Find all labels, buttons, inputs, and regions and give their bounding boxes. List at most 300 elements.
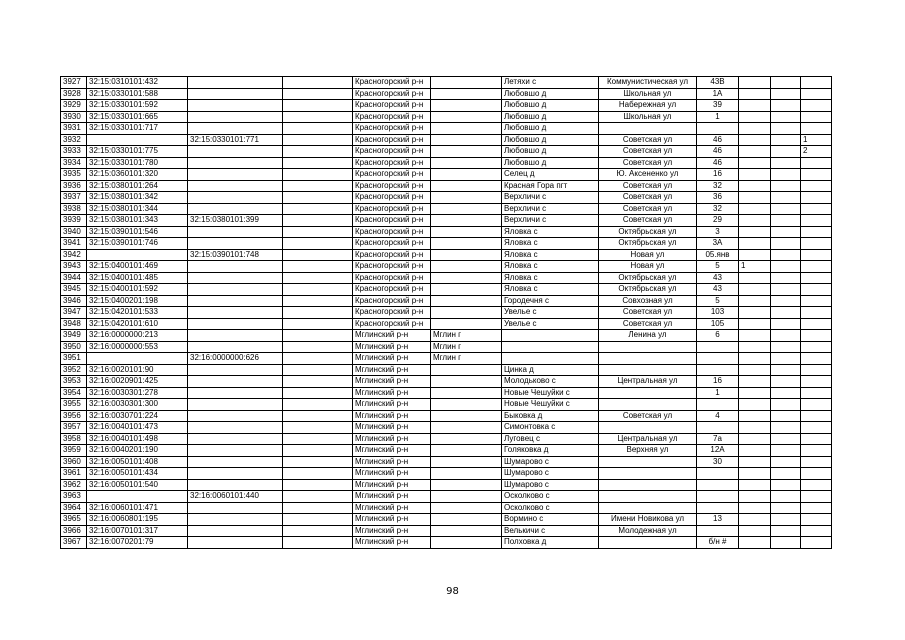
table-cell: [697, 364, 739, 376]
table-cell: [188, 341, 283, 353]
table-row: [61, 238, 832, 250]
table-cell: [801, 284, 832, 296]
table-cell: Красногорский р-н: [353, 215, 431, 227]
table-cell: [283, 514, 353, 526]
table-cell: [801, 468, 832, 480]
table-cell: [801, 353, 832, 365]
table-cell: Городечня с: [502, 295, 599, 307]
table-cell: Молодьково с: [502, 376, 599, 388]
table-cell: 16: [697, 376, 739, 388]
table-row: [61, 491, 832, 503]
table-cell: [283, 192, 353, 204]
table-cell: 32:15:0330101:775: [87, 146, 188, 158]
table-cell: Верхличи с: [502, 215, 599, 227]
table-row: [61, 134, 832, 146]
table-cell: [431, 169, 502, 181]
table-row: [61, 284, 832, 296]
table-cell: 3967: [61, 537, 87, 549]
table-cell: Луговец с: [502, 433, 599, 445]
table-cell: 32:16:0060101:471: [87, 502, 188, 514]
table-cell: [801, 261, 832, 273]
table-cell: 3927: [61, 77, 87, 89]
table-row: [61, 537, 832, 549]
table-cell: [771, 123, 801, 135]
table-cell: Мглинский р-н: [353, 341, 431, 353]
table-cell: 32:16:0050101:540: [87, 479, 188, 491]
table-cell: 3А: [697, 238, 739, 250]
table-row: [61, 157, 832, 169]
table-cell: Новые Чешуйки с: [502, 387, 599, 399]
table-cell: [188, 514, 283, 526]
table-cell: [771, 111, 801, 123]
table-cell: [697, 468, 739, 480]
table-cell: 32:16:0000000:553: [87, 341, 188, 353]
table-cell: [771, 387, 801, 399]
table-cell: [188, 468, 283, 480]
table-cell: Красногорский р-н: [353, 77, 431, 89]
table-cell: [188, 537, 283, 549]
table-cell: [188, 295, 283, 307]
table-cell: Мглинский р-н: [353, 353, 431, 365]
table-cell: [431, 491, 502, 503]
table-cell: 3947: [61, 307, 87, 319]
table-cell: [771, 169, 801, 181]
table-row: [61, 169, 832, 181]
table-cell: Яловка с: [502, 261, 599, 273]
table-row: [61, 341, 832, 353]
table-cell: Красногорский р-н: [353, 261, 431, 273]
table-cell: 7а: [697, 433, 739, 445]
table-cell: Красногорский р-н: [353, 146, 431, 158]
table-cell: 32:15:0420101:533: [87, 307, 188, 319]
table-cell: [599, 502, 697, 514]
table-cell: [801, 341, 832, 353]
table-cell: [801, 456, 832, 468]
table-cell: Мглинский р-н: [353, 491, 431, 503]
table-cell: [801, 203, 832, 215]
table-cell: Мглинский р-н: [353, 399, 431, 411]
table-cell: [771, 249, 801, 261]
table-cell: [431, 134, 502, 146]
table-cell: [431, 215, 502, 227]
table-cell: Осколково с: [502, 491, 599, 503]
table-row: [61, 88, 832, 100]
table-cell: Советская ул: [599, 410, 697, 422]
table-cell: [599, 422, 697, 434]
table-cell: 3961: [61, 468, 87, 480]
table-row: [61, 203, 832, 215]
table-row: [61, 180, 832, 192]
table-cell: 32:15:0380101:343: [87, 215, 188, 227]
table-cell: [771, 456, 801, 468]
table-cell: [431, 295, 502, 307]
table-cell: Увелье с: [502, 307, 599, 319]
table-cell: [431, 284, 502, 296]
table-cell: [771, 238, 801, 250]
table-cell: Школьная ул: [599, 88, 697, 100]
table-row: [61, 387, 832, 399]
table-cell: 32:16:0060101:440: [188, 491, 283, 503]
table-cell: [431, 77, 502, 89]
table-cell: Голяковка д: [502, 445, 599, 457]
table-cell: [188, 77, 283, 89]
table-cell: б/н #: [697, 537, 739, 549]
table-cell: [801, 226, 832, 238]
table-cell: Молодежная ул: [599, 525, 697, 537]
table-cell: 1А: [697, 88, 739, 100]
table-cell: 3937: [61, 192, 87, 204]
table-cell: [801, 445, 832, 457]
table-cell: [188, 364, 283, 376]
table-cell: [599, 456, 697, 468]
table-row: [61, 261, 832, 273]
table-cell: Советская ул: [599, 203, 697, 215]
table-cell: 46: [697, 146, 739, 158]
table-cell: 3965: [61, 514, 87, 526]
table-cell: [801, 525, 832, 537]
table-cell: [739, 445, 771, 457]
table-cell: [771, 284, 801, 296]
table-cell: 1: [697, 387, 739, 399]
table-cell: [739, 192, 771, 204]
table-cell: [801, 502, 832, 514]
table-cell: Советская ул: [599, 146, 697, 158]
table-cell: 32:15:0400101:469: [87, 261, 188, 273]
table-cell: [283, 502, 353, 514]
table-cell: [697, 353, 739, 365]
table-cell: [188, 525, 283, 537]
table-cell: 32:15:0330101:717: [87, 123, 188, 135]
table-cell: 3951: [61, 353, 87, 365]
table-cell: Красногорский р-н: [353, 111, 431, 123]
table-cell: Мглинский р-н: [353, 433, 431, 445]
table-cell: 3936: [61, 180, 87, 192]
table-cell: [431, 410, 502, 422]
table-cell: 12А: [697, 445, 739, 457]
table-cell: 16: [697, 169, 739, 181]
table-cell: [771, 514, 801, 526]
table-cell: [188, 387, 283, 399]
table-cell: 3960: [61, 456, 87, 468]
table-cell: Октябрьская ул: [599, 272, 697, 284]
table-cell: [283, 295, 353, 307]
table-cell: Красногорский р-н: [353, 134, 431, 146]
table-cell: [771, 410, 801, 422]
table-cell: [801, 307, 832, 319]
table-cell: [771, 330, 801, 342]
table-cell: Мглинский р-н: [353, 422, 431, 434]
table-cell: Красная Гора пгт: [502, 180, 599, 192]
table-cell: [771, 192, 801, 204]
table-cell: [188, 410, 283, 422]
table-cell: [431, 525, 502, 537]
table-cell: Летяхи с: [502, 77, 599, 89]
table-cell: Коммунистическая ул: [599, 77, 697, 89]
table-cell: [739, 180, 771, 192]
table-cell: [771, 399, 801, 411]
table-cell: [431, 180, 502, 192]
table-cell: [801, 249, 832, 261]
table-cell: [283, 456, 353, 468]
table-cell: [188, 88, 283, 100]
table-row: [61, 422, 832, 434]
table-cell: 32:16:0040101:473: [87, 422, 188, 434]
table-cell: [801, 399, 832, 411]
table-cell: [431, 123, 502, 135]
table-cell: 43В: [697, 77, 739, 89]
table-cell: 3928: [61, 88, 87, 100]
table-row: [61, 410, 832, 422]
table-cell: [801, 238, 832, 250]
table-cell: [431, 111, 502, 123]
table-cell: [739, 272, 771, 284]
table-cell: Мглин г: [431, 353, 502, 365]
table-cell: [739, 330, 771, 342]
table-row: [61, 353, 832, 365]
table-cell: [801, 123, 832, 135]
table-cell: [771, 226, 801, 238]
table-cell: [87, 134, 188, 146]
table-cell: [188, 123, 283, 135]
table-cell: [739, 525, 771, 537]
table-cell: [188, 445, 283, 457]
table-cell: 39: [697, 100, 739, 112]
table-cell: [801, 192, 832, 204]
table-cell: [283, 146, 353, 158]
table-cell: [188, 203, 283, 215]
table-cell: [771, 468, 801, 480]
table-cell: 1: [697, 111, 739, 123]
table-cell: [739, 157, 771, 169]
table-cell: [283, 307, 353, 319]
table-cell: Октябрьская ул: [599, 226, 697, 238]
table-cell: 4: [697, 410, 739, 422]
table-cell: [188, 456, 283, 468]
table-cell: 32:16:0050101:408: [87, 456, 188, 468]
table-row: [61, 468, 832, 480]
table-cell: [188, 272, 283, 284]
page-number: 98: [446, 586, 459, 597]
table-cell: [739, 77, 771, 89]
table-cell: [697, 123, 739, 135]
table-cell: 32:15:0330101:665: [87, 111, 188, 123]
table-cell: Красногорский р-н: [353, 272, 431, 284]
table-cell: 3956: [61, 410, 87, 422]
table-row: [61, 364, 832, 376]
table-cell: [801, 318, 832, 330]
table-cell: [188, 422, 283, 434]
table-cell: 32:15:0390101:746: [87, 238, 188, 250]
table-cell: [502, 353, 599, 365]
table-cell: [697, 422, 739, 434]
table-cell: [283, 88, 353, 100]
table-cell: 3958: [61, 433, 87, 445]
table-cell: 3955: [61, 399, 87, 411]
table-cell: Октябрьская ул: [599, 284, 697, 296]
table-cell: 3966: [61, 525, 87, 537]
table-cell: [188, 318, 283, 330]
table-cell: Красногорский р-н: [353, 226, 431, 238]
table-cell: 3944: [61, 272, 87, 284]
table-cell: 32:16:0030701:224: [87, 410, 188, 422]
table-cell: [771, 376, 801, 388]
table-cell: [283, 123, 353, 135]
table-cell: Советская ул: [599, 215, 697, 227]
table-cell: 3943: [61, 261, 87, 273]
table-cell: [188, 307, 283, 319]
table-cell: [283, 445, 353, 457]
table-cell: [431, 249, 502, 261]
table-cell: [771, 307, 801, 319]
table-cell: [739, 123, 771, 135]
table-row: [61, 514, 832, 526]
table-cell: 3935: [61, 169, 87, 181]
table-cell: Красногорский р-н: [353, 100, 431, 112]
table-cell: 3953: [61, 376, 87, 388]
table-cell: Цинка д: [502, 364, 599, 376]
table-cell: 3963: [61, 491, 87, 503]
table-cell: 1: [801, 134, 832, 146]
table-cell: [599, 491, 697, 503]
table-cell: [697, 491, 739, 503]
table-cell: [431, 238, 502, 250]
table-cell: [801, 537, 832, 549]
table-cell: 3932: [61, 134, 87, 146]
table-cell: Любовшо д: [502, 146, 599, 158]
table-cell: Совхозная ул: [599, 295, 697, 307]
table-cell: 32:15:0390101:546: [87, 226, 188, 238]
table-cell: Мглинский р-н: [353, 376, 431, 388]
table-cell: 32:16:0020101:90: [87, 364, 188, 376]
table-cell: Любовшо д: [502, 134, 599, 146]
table-cell: [599, 468, 697, 480]
table-cell: [283, 134, 353, 146]
table-cell: [771, 525, 801, 537]
table-cell: [739, 387, 771, 399]
table-cell: [801, 422, 832, 434]
table-cell: Вормино с: [502, 514, 599, 526]
table-cell: [283, 364, 353, 376]
table-cell: [739, 341, 771, 353]
table-cell: [188, 226, 283, 238]
table-cell: 05.янв: [697, 249, 739, 261]
table-cell: [283, 422, 353, 434]
table-cell: [697, 479, 739, 491]
table-cell: [188, 376, 283, 388]
table-cell: [801, 272, 832, 284]
table-cell: [283, 410, 353, 422]
table-cell: Центральная ул: [599, 433, 697, 445]
table-cell: [188, 111, 283, 123]
table-cell: [801, 330, 832, 342]
table-cell: [188, 399, 283, 411]
table-cell: 29: [697, 215, 739, 227]
table-cell: 3938: [61, 203, 87, 215]
table-cell: 32:15:0420101:610: [87, 318, 188, 330]
table-cell: Симонтовка с: [502, 422, 599, 434]
table-cell: [801, 180, 832, 192]
table-cell: 3930: [61, 111, 87, 123]
table-cell: 3949: [61, 330, 87, 342]
table-cell: [283, 433, 353, 445]
table-cell: [739, 537, 771, 549]
table-cell: 3934: [61, 157, 87, 169]
table-cell: [283, 387, 353, 399]
table-cell: [283, 261, 353, 273]
table-cell: 3952: [61, 364, 87, 376]
table-cell: [431, 537, 502, 549]
table-cell: 32:16:0070201:79: [87, 537, 188, 549]
table-row: [61, 295, 832, 307]
table-cell: [739, 410, 771, 422]
table-cell: 32:16:0060801:195: [87, 514, 188, 526]
table-cell: [801, 387, 832, 399]
table-cell: Мглинский р-н: [353, 330, 431, 342]
table-cell: [771, 203, 801, 215]
table-row: [61, 525, 832, 537]
table-cell: 32:15:0390101:748: [188, 249, 283, 261]
table-cell: Красногорский р-н: [353, 249, 431, 261]
table-cell: 32:15:0380101:399: [188, 215, 283, 227]
table-cell: [739, 146, 771, 158]
table-cell: [739, 433, 771, 445]
table-row: [61, 123, 832, 135]
table-cell: [801, 77, 832, 89]
table-cell: Советская ул: [599, 180, 697, 192]
table-row: [61, 215, 832, 227]
table-cell: [771, 134, 801, 146]
table-cell: [188, 238, 283, 250]
table-cell: [283, 226, 353, 238]
table-cell: Увелье с: [502, 318, 599, 330]
table-cell: [801, 295, 832, 307]
table-cell: 3945: [61, 284, 87, 296]
table-cell: 3962: [61, 479, 87, 491]
table-cell: Советская ул: [599, 134, 697, 146]
table-cell: [283, 341, 353, 353]
table-row: [61, 445, 832, 457]
table-cell: [801, 514, 832, 526]
table-cell: Ленина ул: [599, 330, 697, 342]
table-cell: [739, 100, 771, 112]
table-cell: 105: [697, 318, 739, 330]
table-cell: Яловка с: [502, 226, 599, 238]
table-cell: Мглинский р-н: [353, 410, 431, 422]
table-cell: 103: [697, 307, 739, 319]
table-cell: Советская ул: [599, 157, 697, 169]
table-cell: [771, 88, 801, 100]
table-cell: [283, 330, 353, 342]
table-row: [61, 249, 832, 261]
table-cell: Мглинский р-н: [353, 468, 431, 480]
table-cell: [801, 100, 832, 112]
table-row: [61, 318, 832, 330]
table-cell: 30: [697, 456, 739, 468]
table-cell: 3950: [61, 341, 87, 353]
table-cell: Осколково с: [502, 502, 599, 514]
table-cell: Набережная ул: [599, 100, 697, 112]
table-cell: [87, 491, 188, 503]
table-cell: Имени Новикова ул: [599, 514, 697, 526]
table-cell: [801, 364, 832, 376]
table-cell: Верхняя ул: [599, 445, 697, 457]
table-cell: [283, 479, 353, 491]
table-cell: [771, 491, 801, 503]
table-cell: [431, 422, 502, 434]
table-cell: 2: [801, 146, 832, 158]
table-cell: 32:16:0020901:425: [87, 376, 188, 388]
table-row: [61, 330, 832, 342]
